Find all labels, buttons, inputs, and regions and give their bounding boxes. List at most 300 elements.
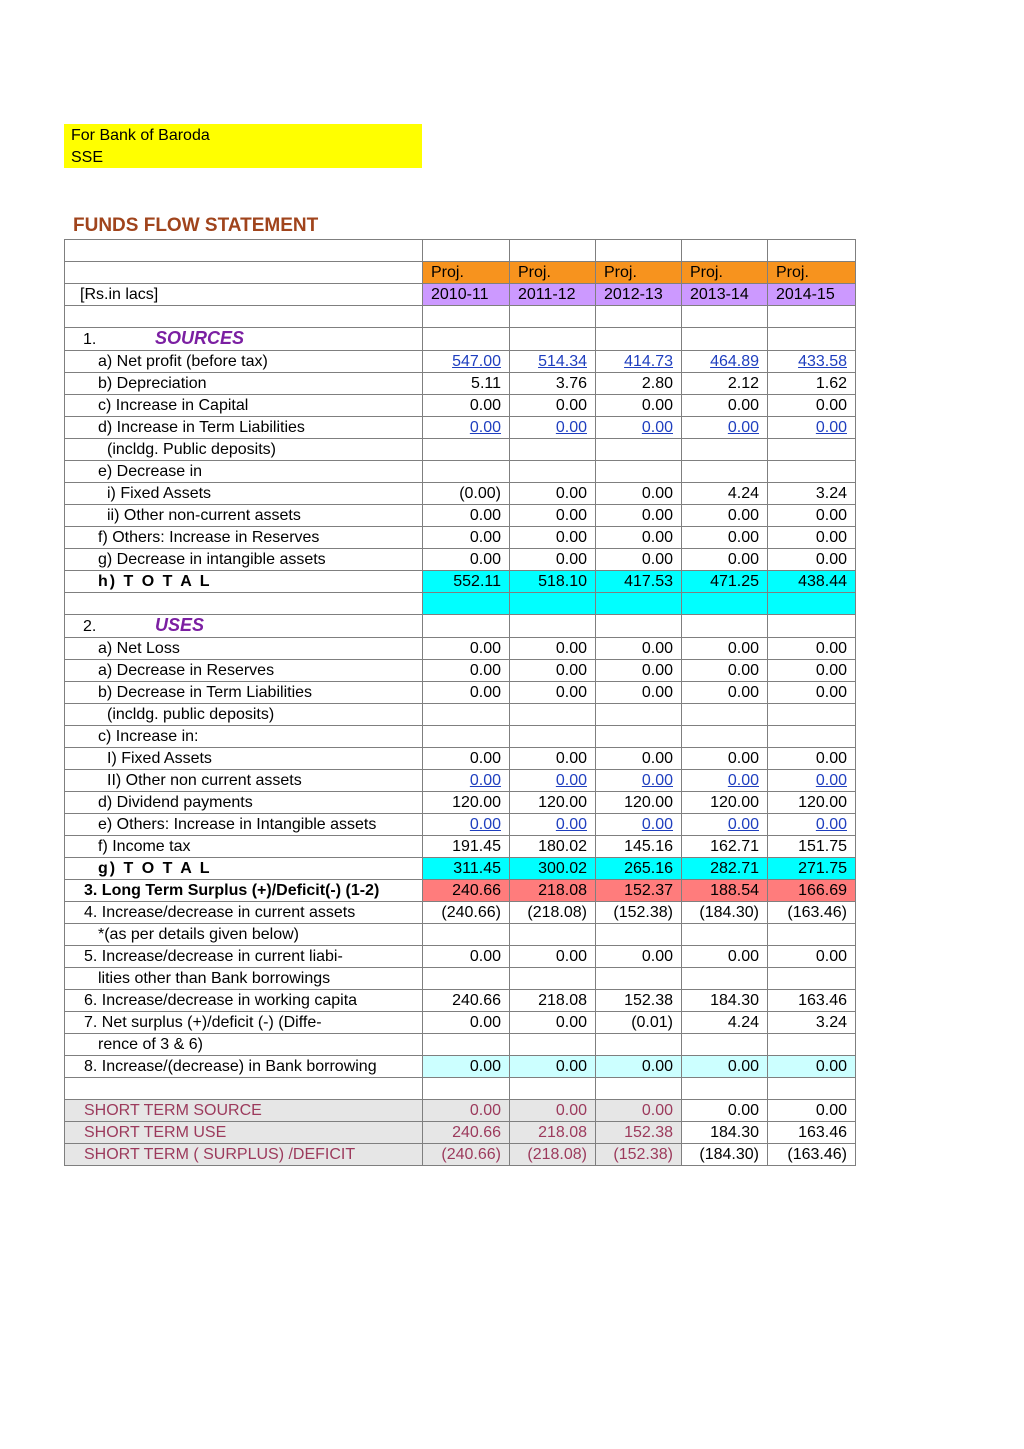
value-cell: 0.00: [423, 1012, 510, 1034]
table-row: [65, 792, 856, 814]
value-cell: 0.00: [423, 549, 510, 571]
value-cell[interactable]: [682, 417, 768, 439]
value-cell: 0.00: [682, 638, 768, 660]
value-cell[interactable]: [510, 770, 596, 792]
value-cell: 3.24: [768, 483, 856, 505]
section-number: 2.: [83, 618, 97, 635]
empty-cell: [510, 306, 596, 328]
value-cell: 0.00: [768, 1100, 856, 1122]
value-cell: 0.00: [423, 527, 510, 549]
value-cell: 0.00: [423, 660, 510, 682]
bank-header-box: [64, 124, 422, 168]
empty-cell: [65, 306, 423, 328]
value-cell: 471.25: [682, 571, 768, 593]
value-cell: [768, 924, 856, 946]
value-cell: 163.46: [768, 1122, 856, 1144]
row-label: II) Other non current assets: [65, 770, 423, 792]
value-cell[interactable]: [768, 814, 856, 836]
proj-label: Proj.: [682, 262, 768, 284]
value-cell: [768, 461, 856, 483]
table-row: [65, 748, 856, 770]
empty-cell: [65, 262, 423, 284]
year-label: 2011-12: [510, 284, 596, 306]
value-cell: 0.00: [596, 1100, 682, 1122]
value-cell: [682, 968, 768, 990]
row-label: b) Depreciation: [65, 373, 423, 395]
table-row: [65, 704, 856, 726]
value-cell: 0.00: [768, 660, 856, 682]
value-cell: 0.00: [596, 682, 682, 704]
value-cell: [596, 439, 682, 461]
value-cell: 240.66: [423, 1122, 510, 1144]
short-term-row: [65, 1144, 856, 1166]
linked-value[interactable]: 547.00: [452, 352, 501, 370]
row-label: SHORT TERM ( SURPLUS) /DEFICIT: [65, 1144, 423, 1166]
section-title: USES: [155, 615, 205, 635]
value-cell[interactable]: [768, 770, 856, 792]
value-cell: 0.00: [682, 395, 768, 417]
value-cell[interactable]: [423, 770, 510, 792]
empty-cell: [596, 240, 682, 262]
value-cell: 145.16: [596, 836, 682, 858]
row-label: g) T O T A L: [65, 858, 423, 880]
value-cell: [423, 439, 510, 461]
empty-cell: [768, 593, 856, 615]
table-row: [65, 770, 856, 792]
empty-cell: [596, 593, 682, 615]
value-cell: 218.08: [510, 880, 596, 902]
value-cell: 120.00: [596, 792, 682, 814]
row-label: a) Decrease in Reserves: [65, 660, 423, 682]
value-cell: 218.08: [510, 1122, 596, 1144]
linked-value[interactable]: 0.00: [641, 815, 673, 833]
row-label: c) Increase in Capital: [65, 395, 423, 417]
value-cell: 0.00: [423, 946, 510, 968]
row-label: d) Increase in Term Liabilities: [65, 417, 423, 439]
value-cell: [768, 1034, 856, 1056]
value-cell: 5.11: [423, 373, 510, 395]
row-label: f) Income tax: [65, 836, 423, 858]
value-cell: (240.66): [423, 902, 510, 924]
linked-value[interactable]: 0.00: [815, 418, 847, 436]
linked-value[interactable]: 0.00: [469, 771, 501, 789]
row-label: i) Fixed Assets: [65, 483, 423, 505]
value-cell: 0.00: [596, 527, 682, 549]
value-cell: 152.37: [596, 880, 682, 902]
empty-cell: [768, 1078, 856, 1100]
row-label: lities other than Bank borrowings: [65, 968, 423, 990]
value-cell: 0.00: [510, 682, 596, 704]
value-cell: 0.00: [510, 1012, 596, 1034]
empty-cell: [510, 1078, 596, 1100]
value-cell: [596, 924, 682, 946]
value-cell: 0.00: [768, 638, 856, 660]
table-row: [65, 814, 856, 836]
empty-cell: [768, 615, 856, 638]
spacer-row: [65, 240, 856, 262]
row-label: f) Others: Increase in Reserves: [65, 527, 423, 549]
empty-cell: [768, 240, 856, 262]
value-cell: 265.16: [596, 858, 682, 880]
value-cell: 311.45: [423, 858, 510, 880]
value-cell[interactable]: [682, 814, 768, 836]
proj-label: Proj.: [510, 262, 596, 284]
spacer-row: [65, 593, 856, 615]
value-cell: 0.00: [510, 748, 596, 770]
value-cell: 0.00: [423, 505, 510, 527]
value-cell: 184.30: [682, 990, 768, 1012]
row-label: ii) Other non-current assets: [65, 505, 423, 527]
bank-name: For Bank of Baroda: [71, 127, 210, 144]
table-row: [65, 1012, 856, 1034]
value-cell: 0.00: [596, 395, 682, 417]
value-cell: [423, 924, 510, 946]
value-cell: 0.00: [510, 638, 596, 660]
value-cell: 417.53: [596, 571, 682, 593]
linked-value[interactable]: 0.00: [727, 771, 759, 789]
value-cell[interactable]: [682, 770, 768, 792]
row-label: c) Increase in:: [65, 726, 423, 748]
value-cell: 0.00: [510, 946, 596, 968]
value-cell: (184.30): [682, 902, 768, 924]
proj-label: Proj.: [423, 262, 510, 284]
value-cell: 184.30: [682, 1122, 768, 1144]
table-row: [65, 461, 856, 483]
value-cell: 0.00: [596, 748, 682, 770]
section-title: SOURCES: [155, 328, 245, 348]
value-cell: 4.24: [682, 1012, 768, 1034]
value-cell: 4.24: [682, 483, 768, 505]
table-row: [65, 990, 856, 1012]
value-cell: [510, 439, 596, 461]
value-cell: 300.02: [510, 858, 596, 880]
table-row: [65, 968, 856, 990]
year-header-row: [65, 284, 856, 306]
value-cell: 0.00: [596, 946, 682, 968]
linked-value[interactable]: 0.00: [815, 815, 847, 833]
value-cell: 0.00: [682, 660, 768, 682]
value-cell[interactable]: [596, 770, 682, 792]
table-row: [65, 571, 856, 593]
value-cell: 240.66: [423, 990, 510, 1012]
value-cell: 0.00: [423, 682, 510, 704]
spacer-row: [65, 1078, 856, 1100]
value-cell: 0.00: [510, 527, 596, 549]
value-cell: [423, 461, 510, 483]
value-cell: 152.38: [596, 990, 682, 1012]
linked-value[interactable]: 0.00: [555, 418, 587, 436]
empty-cell: [596, 306, 682, 328]
table-row: [65, 549, 856, 571]
value-cell: (0.00): [423, 483, 510, 505]
value-cell: (163.46): [768, 902, 856, 924]
value-cell: 0.00: [423, 1100, 510, 1122]
value-cell: 438.44: [768, 571, 856, 593]
empty-cell: [65, 593, 423, 615]
value-cell: [510, 968, 596, 990]
empty-cell: [768, 306, 856, 328]
value-cell[interactable]: [768, 351, 856, 373]
value-cell: 0.00: [596, 638, 682, 660]
value-cell: 0.00: [768, 1056, 856, 1078]
proj-label: Proj.: [596, 262, 682, 284]
value-cell[interactable]: [423, 351, 510, 373]
linked-value[interactable]: 433.58: [798, 352, 847, 370]
value-cell: [682, 704, 768, 726]
value-cell: (0.01): [596, 1012, 682, 1034]
value-cell: 163.46: [768, 990, 856, 1012]
value-cell: [423, 1034, 510, 1056]
row-label: 6. Increase/decrease in working capita: [65, 990, 423, 1012]
value-cell: 0.00: [682, 946, 768, 968]
linked-value[interactable]: 514.34: [538, 352, 587, 370]
row-label: rence of 3 & 6): [65, 1034, 423, 1056]
value-cell: 0.00: [682, 1100, 768, 1122]
value-cell: 0.00: [596, 549, 682, 571]
value-cell: 3.24: [768, 1012, 856, 1034]
value-cell: 120.00: [510, 792, 596, 814]
value-cell: 218.08: [510, 990, 596, 1012]
spacer-row: [65, 306, 856, 328]
value-cell: 0.00: [510, 549, 596, 571]
value-cell[interactable]: [423, 814, 510, 836]
empty-cell: [510, 615, 596, 638]
row-label: a) Net Loss: [65, 638, 423, 660]
value-cell: 0.00: [682, 682, 768, 704]
row-label: d) Dividend payments: [65, 792, 423, 814]
empty-cell: [423, 240, 510, 262]
table-row: [65, 858, 856, 880]
proj-label: Proj.: [768, 262, 856, 284]
value-cell[interactable]: [596, 814, 682, 836]
value-cell: 1.62: [768, 373, 856, 395]
value-cell: (152.38): [596, 1144, 682, 1166]
year-label: 2012-13: [596, 284, 682, 306]
linked-value[interactable]: 0.00: [641, 771, 673, 789]
table-row: [65, 417, 856, 439]
empty-cell: [682, 593, 768, 615]
value-cell: 0.00: [768, 549, 856, 571]
value-cell: [682, 461, 768, 483]
row-label: 4. Increase/decrease in current assets: [65, 902, 423, 924]
linked-value[interactable]: 0.00: [641, 418, 673, 436]
value-cell: 552.11: [423, 571, 510, 593]
empty-cell: [423, 1078, 510, 1100]
table-row: [65, 395, 856, 417]
value-cell: [510, 1034, 596, 1056]
value-cell: 0.00: [768, 946, 856, 968]
value-cell: 0.00: [510, 483, 596, 505]
value-cell: 0.00: [682, 527, 768, 549]
linked-value[interactable]: 0.00: [555, 771, 587, 789]
table-row: [65, 660, 856, 682]
value-cell: 191.45: [423, 836, 510, 858]
value-cell: 0.00: [768, 527, 856, 549]
value-cell[interactable]: [596, 351, 682, 373]
value-cell: 0.00: [596, 660, 682, 682]
linked-value[interactable]: 414.73: [624, 352, 673, 370]
table-row: [65, 1056, 856, 1078]
table-row: [65, 902, 856, 924]
value-cell: 240.66: [423, 880, 510, 902]
row-label: *(as per details given below): [65, 924, 423, 946]
value-cell: 0.00: [510, 660, 596, 682]
value-cell: [768, 439, 856, 461]
value-cell: 282.71: [682, 858, 768, 880]
table-row: [65, 946, 856, 968]
value-cell[interactable]: [510, 351, 596, 373]
value-cell: 120.00: [768, 792, 856, 814]
empty-cell: [682, 1078, 768, 1100]
proj-header-row: [65, 262, 856, 284]
empty-cell: [423, 615, 510, 638]
empty-cell: [682, 328, 768, 351]
value-cell: 0.00: [510, 1056, 596, 1078]
empty-cell: [768, 328, 856, 351]
value-cell[interactable]: [510, 417, 596, 439]
value-cell: 0.00: [768, 748, 856, 770]
table-row: [65, 527, 856, 549]
value-cell: 0.00: [682, 549, 768, 571]
table-row: [65, 638, 856, 660]
linked-value[interactable]: 0.00: [555, 815, 587, 833]
row-label: g) Decrease in intangible assets: [65, 549, 423, 571]
value-cell: 518.10: [510, 571, 596, 593]
unit-label: [Rs.in lacs]: [65, 284, 423, 306]
empty-cell: [682, 240, 768, 262]
sources-heading-row: [65, 328, 856, 351]
value-cell: 0.00: [510, 395, 596, 417]
value-cell: 0.00: [682, 748, 768, 770]
value-cell: (218.08): [510, 902, 596, 924]
value-cell: (240.66): [423, 1144, 510, 1166]
value-cell: [423, 726, 510, 748]
year-label: 2014-15: [768, 284, 856, 306]
table-row: [65, 505, 856, 527]
table-row: [65, 726, 856, 748]
value-cell: 0.00: [596, 505, 682, 527]
year-label: 2010-11: [423, 284, 510, 306]
empty-cell: [65, 240, 423, 262]
row-label: (incldg. Public deposits): [65, 439, 423, 461]
value-cell: [510, 704, 596, 726]
row-label: 8. Increase/(decrease) in Bank borrowing: [65, 1056, 423, 1078]
empty-cell: [423, 306, 510, 328]
value-cell: [682, 1034, 768, 1056]
value-cell: (218.08): [510, 1144, 596, 1166]
value-cell: [682, 924, 768, 946]
linked-value[interactable]: 0.00: [469, 815, 501, 833]
value-cell: 166.69: [768, 880, 856, 902]
row-label: e) Decrease in: [65, 461, 423, 483]
linked-value[interactable]: 0.00: [727, 418, 759, 436]
value-cell[interactable]: [510, 814, 596, 836]
value-cell[interactable]: [682, 351, 768, 373]
value-cell: [768, 968, 856, 990]
short-term-row: [65, 1122, 856, 1144]
sources-heading: [65, 328, 423, 351]
empty-cell: [65, 1078, 423, 1100]
value-cell: [423, 968, 510, 990]
value-cell: [596, 704, 682, 726]
linked-value[interactable]: 464.89: [710, 352, 759, 370]
table-row: [65, 682, 856, 704]
value-cell: [768, 704, 856, 726]
empty-cell: [682, 615, 768, 638]
table-row: [65, 1034, 856, 1056]
value-cell: 271.75: [768, 858, 856, 880]
value-cell: 0.00: [768, 682, 856, 704]
value-cell: 0.00: [423, 748, 510, 770]
value-cell: 180.02: [510, 836, 596, 858]
linked-value[interactable]: 0.00: [469, 418, 501, 436]
value-cell: [768, 726, 856, 748]
value-cell[interactable]: [768, 417, 856, 439]
table-row: [65, 483, 856, 505]
value-cell: 3.76: [510, 373, 596, 395]
value-cell: 0.00: [596, 1056, 682, 1078]
table-row: [65, 924, 856, 946]
empty-cell: [596, 328, 682, 351]
value-cell: (152.38): [596, 902, 682, 924]
empty-cell: [596, 1078, 682, 1100]
empty-cell: [510, 593, 596, 615]
linked-value[interactable]: 0.00: [727, 815, 759, 833]
linked-value[interactable]: 0.00: [815, 771, 847, 789]
value-cell: 152.38: [596, 1122, 682, 1144]
value-cell[interactable]: [423, 417, 510, 439]
table-row: [65, 439, 856, 461]
empty-cell: [510, 240, 596, 262]
value-cell: [510, 461, 596, 483]
value-cell: (163.46): [768, 1144, 856, 1166]
uses-heading-row: [65, 615, 856, 638]
value-cell[interactable]: [596, 417, 682, 439]
branch-code: SSE: [71, 149, 104, 166]
value-cell: 151.75: [768, 836, 856, 858]
empty-cell: [510, 328, 596, 351]
uses-heading: [65, 615, 423, 638]
value-cell: [596, 726, 682, 748]
value-cell: 120.00: [423, 792, 510, 814]
value-cell: 188.54: [682, 880, 768, 902]
value-cell: 0.00: [423, 395, 510, 417]
empty-cell: [423, 328, 510, 351]
row-label: 7. Net surplus (+)/deficit (-) (Diffe-: [65, 1012, 423, 1034]
value-cell: 0.00: [423, 638, 510, 660]
value-cell: 0.00: [768, 395, 856, 417]
row-label: e) Others: Increase in Intangible assets: [65, 814, 423, 836]
value-cell: 120.00: [682, 792, 768, 814]
table-row: [65, 880, 856, 902]
row-label: SHORT TERM SOURCE: [65, 1100, 423, 1122]
row-label: (incldg. public deposits): [65, 704, 423, 726]
value-cell: [682, 726, 768, 748]
value-cell: 2.80: [596, 373, 682, 395]
row-label: SHORT TERM USE: [65, 1122, 423, 1144]
value-cell: [596, 1034, 682, 1056]
funds-flow-table: [64, 239, 856, 1166]
row-label: b) Decrease in Term Liabilities: [65, 682, 423, 704]
value-cell: [596, 968, 682, 990]
value-cell: (184.30): [682, 1144, 768, 1166]
table-row: [65, 351, 856, 373]
value-cell: 0.00: [510, 505, 596, 527]
value-cell: 0.00: [423, 1056, 510, 1078]
value-cell: 0.00: [596, 483, 682, 505]
short-term-row: [65, 1100, 856, 1122]
value-cell: 0.00: [768, 505, 856, 527]
